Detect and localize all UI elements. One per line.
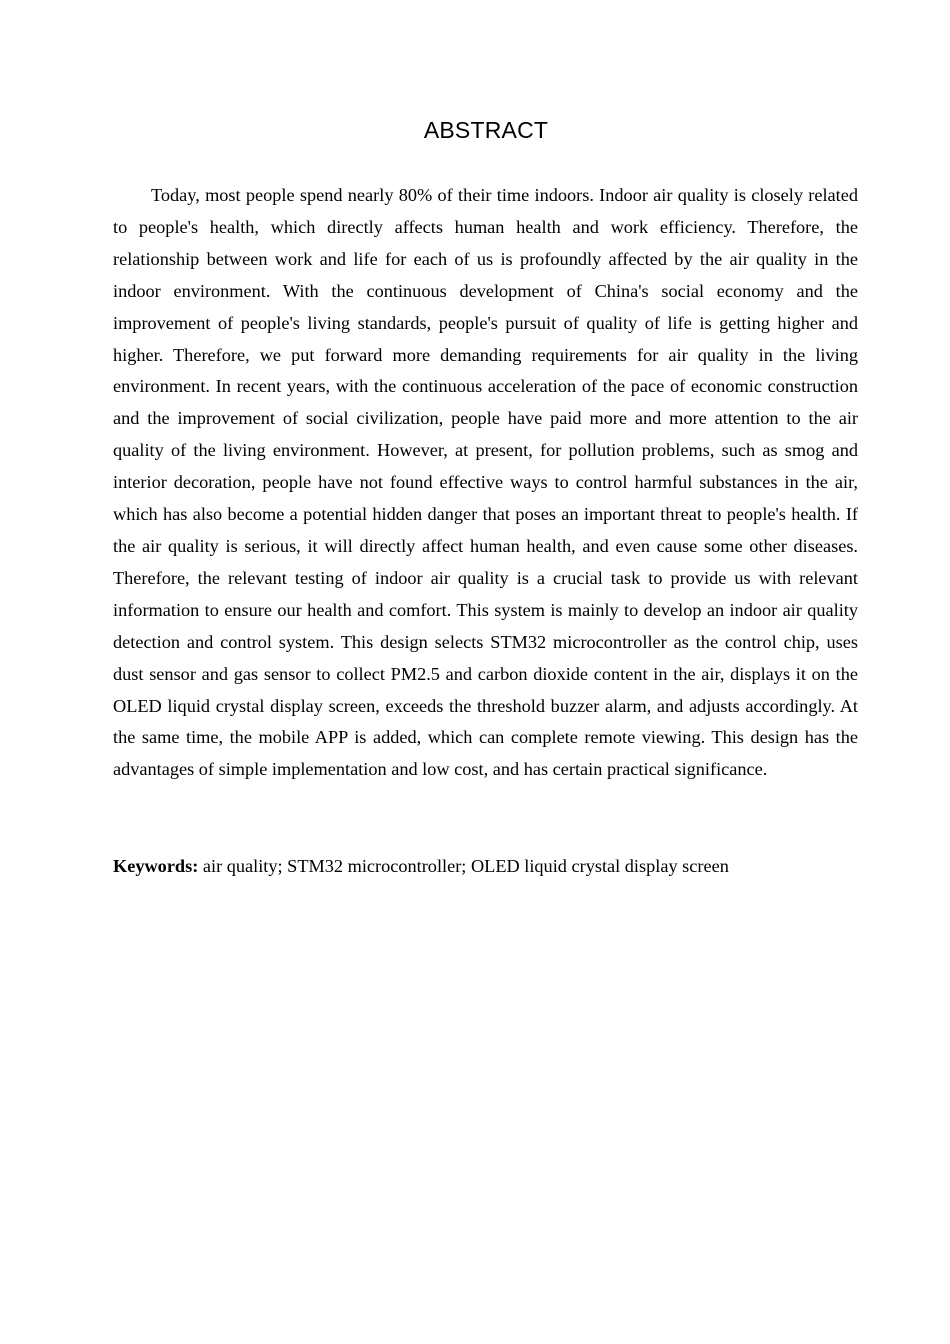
keywords-label: Keywords: [113,856,199,876]
keywords-text: air quality; STM32 microcontroller; OLED liquid crystal display screen [198,856,729,876]
abstract-paragraph: Today, most people spend nearly 80% of their time indoors. Indoor air quality is closely related to people's health, which directly affects human health and work efficiency. Therefore, the relationship between work and life for each of us is profoundly affected by the air quality in the indoor environment. With the continuous development of China's social economy and the improvement of people's living standards, people's pursuit of quality of life is getting higher and higher. Therefore, we put forward more demanding requirements for air quality in the living environment. In recent years, with the continuous acceleration of the pace of economic construction and the improvement of social civilization, people have paid more and more attention to the air quality of the living environment. However, at present, for pollution problems, such as smog and interior decoration, people have not found effective ways to control harmful substances in the air, which has also become a potential hidden danger that poses an important threat to people's health. If the air quality is serious, it will directly affect human health, and even cause some other diseases. Therefore, the relevant testing of indoor air quality is a crucial task to provide us with relevant information to ensure our health and comfort. This system is mainly to develop an indoor air quality detection and control system. This design selects STM32 microcontroller as the control chip, uses dust sensor and gas sensor to collect PM2.5 and carbon dioxide content in the air, displays it on the OLED liquid crystal display screen, exceeds the threshold buzzer alarm, and adjusts accordingly. At the same time, the mobile APP is added, which can complete remote viewing. This design has the advantages of simple implementation and low cost, and has certain practical significance. [113,185,858,780]
abstract-title: ABSTRACT [423,117,549,143]
keywords-line [113,851,873,883]
